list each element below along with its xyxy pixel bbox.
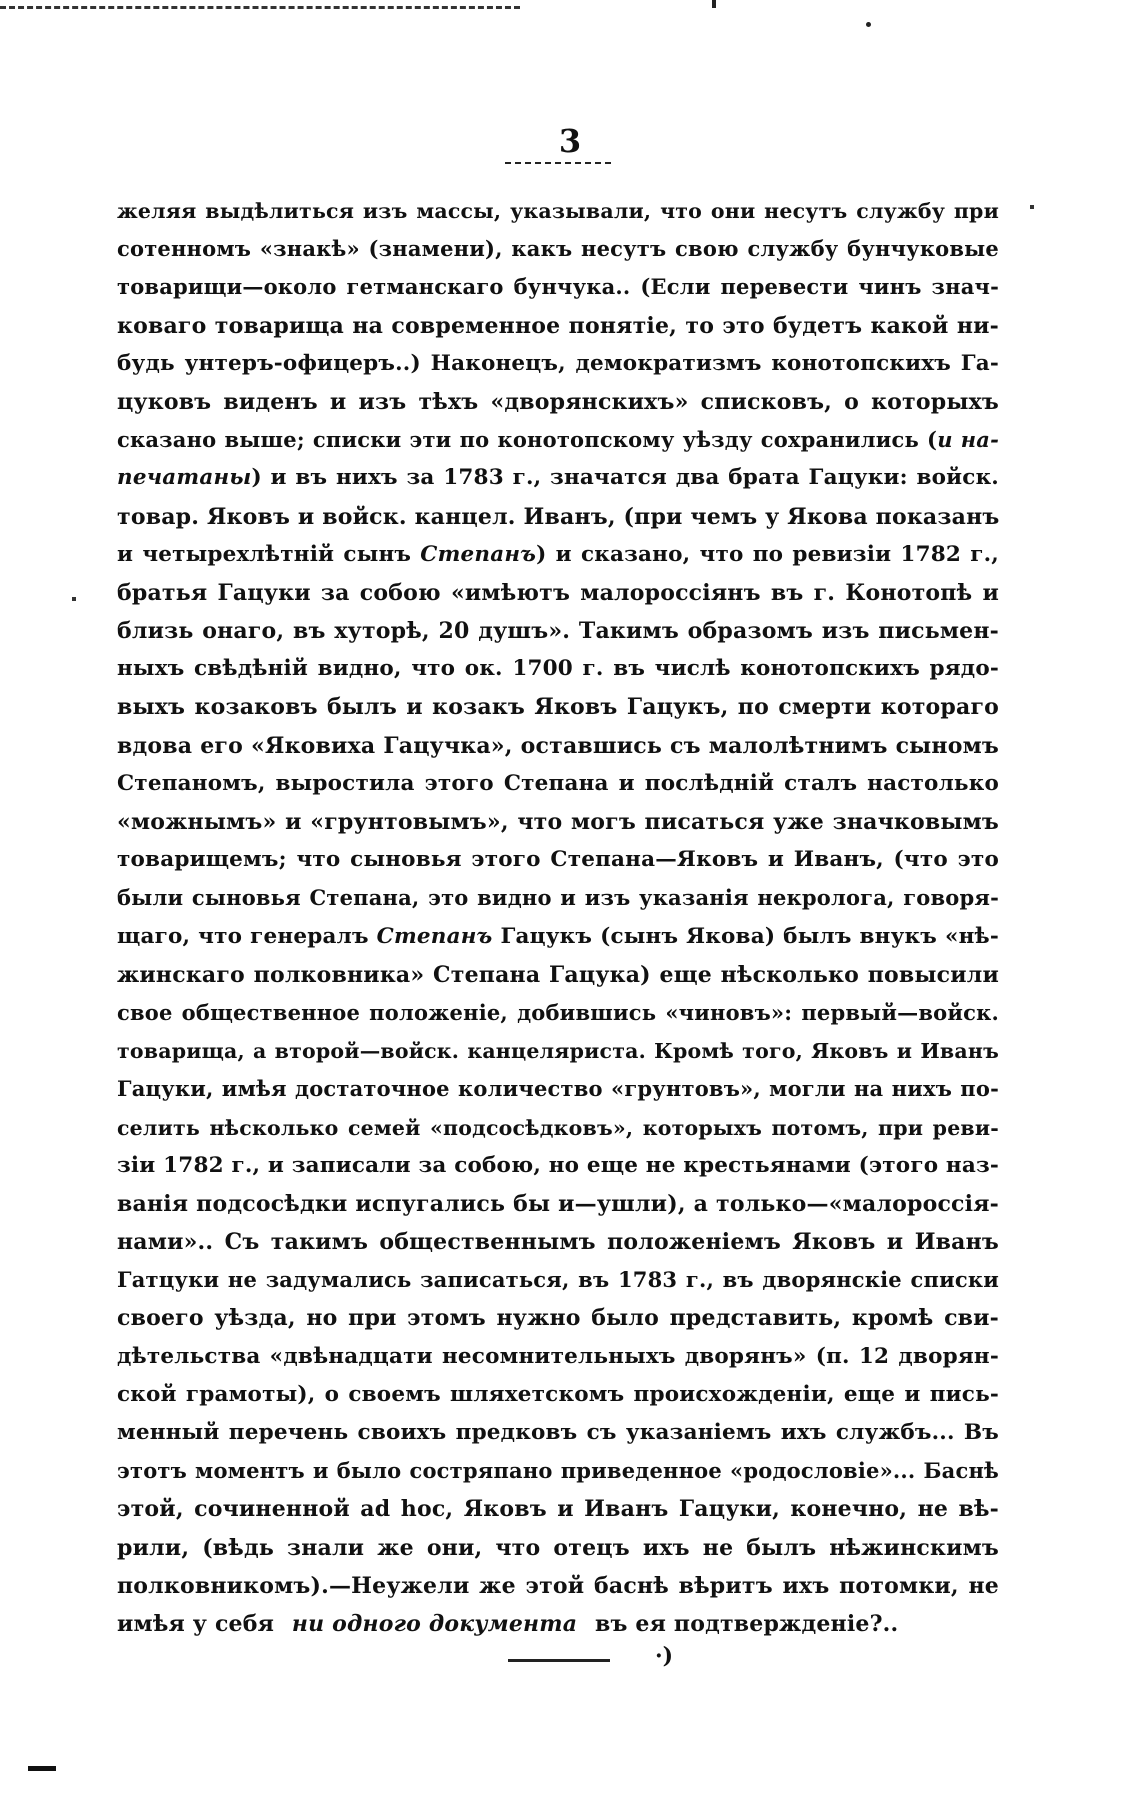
text-line [117, 1299, 999, 1337]
text-segment: дѣтельства «двѣнадцати несомнительныхъ дворянъ» (п. 12 дворян- [117, 1343, 999, 1369]
text-line [117, 650, 999, 688]
text-line [117, 956, 999, 994]
top-edge-dash [0, 6, 520, 9]
text-line [117, 345, 999, 383]
text-segment: желяя выдѣлиться изъ массы, указывали, что они несутъ службу при [117, 199, 999, 223]
text-line [117, 230, 999, 268]
text-segment: нами».. Съ такимъ общественнымъ положеніемъ Яковъ и Иванъ [117, 1229, 999, 1256]
text-line [117, 1338, 999, 1376]
text-segment: въ ея подтвержденіе?.. [587, 1610, 899, 1637]
text-line [117, 1032, 999, 1070]
text-segment: ныхъ свѣдѣній видно, что ок. 1700 г. въ числѣ конотопскихъ рядо- [117, 656, 999, 682]
text-line [117, 1490, 999, 1528]
italic-text: и на- [937, 427, 1000, 453]
end-rule [508, 1659, 610, 1662]
text-segment: товарища, а второй—войск. канцеляриста. Кромѣ того, Яковъ и Иванъ [117, 1039, 999, 1064]
text-line [117, 421, 999, 459]
text-line [117, 1567, 999, 1605]
text-line [117, 879, 999, 917]
text-segment: полковникомъ).—Неужели же этой баснѣ вѣритъ ихъ потомки, не [117, 1572, 999, 1599]
text-line [117, 765, 999, 803]
text-segment: своего уѣзда, но при этомъ нужно было представить, кромѣ сви- [117, 1305, 999, 1332]
page-number-rule [505, 162, 611, 164]
text-segment: товарищи—около гетманскаго бунчука.. (Если перевести чинъ знач- [117, 274, 999, 300]
top-edge-mark [712, 0, 716, 8]
italic-text: Степанъ [420, 541, 537, 567]
text-segment: селить нѣсколько семей «подсосѣдковъ», которыхъ потомъ, при реви- [117, 1115, 999, 1140]
text-line [117, 459, 999, 497]
text-line [117, 688, 999, 726]
text-line [117, 1529, 999, 1567]
text-segment: ) и сказано, что по ревизіи 1782 г., [536, 541, 999, 567]
text-segment: были сыновья Степана, это видно и изъ указанія некролога, говоря- [117, 885, 999, 911]
margin-speck [1030, 205, 1034, 209]
text-line [117, 1414, 999, 1452]
italic-text: Степанъ [376, 923, 493, 949]
end-mark: ·) [655, 1643, 674, 1669]
text-segment: будь унтеръ-офицеръ..) Наконецъ, демократизмъ конотопскихъ Га- [117, 350, 999, 376]
text-segment: Гацукъ (сынъ Якова) былъ внукъ «нѣ- [492, 923, 999, 949]
text-segment: этотъ моментъ и было состряпано приведенное «родословіе»... Баснѣ [117, 1458, 999, 1484]
text-segment: сказано выше; списки эти по конотопскому уѣзду сохранились ( [117, 427, 938, 453]
text-segment: зіи 1782 г., и записали за собою, но еще не крестьянами (этого наз- [117, 1152, 1000, 1178]
text-segment: жинскаго полковника» Степана Гацука) еще нѣсколько повысили [117, 961, 999, 988]
text-line [117, 727, 999, 765]
top-edge-dot [866, 22, 871, 27]
text-segment: свое общественное положеніе, добившись «чиновъ»: первый—войск. [117, 999, 999, 1025]
text-line [117, 536, 999, 574]
text-line [117, 1376, 999, 1414]
text-segment: братья Гацуки за собою «имѣютъ малороссіянъ въ г. Конотопѣ и [117, 579, 999, 606]
text-segment: «можнымъ» и «грунтовымъ», что могъ писаться уже значковымъ [117, 809, 999, 835]
page-number: 3 [558, 122, 582, 160]
text-line [117, 498, 999, 536]
text-line [117, 612, 999, 650]
text-segment: товарищемъ; что сыновья этого Степана—Яковъ и Иванъ, (что это [117, 847, 999, 873]
bottom-edge-mark [28, 1766, 56, 1771]
text-line [117, 1109, 999, 1147]
text-line [117, 574, 999, 612]
text-line [117, 994, 999, 1032]
text-line [117, 803, 999, 841]
body-text [117, 192, 999, 1643]
text-segment: вдова его «Яковиха Гацучка», оставшись съ малолѣтнимъ сыномъ [117, 732, 999, 759]
text-segment: этой, сочиненной ad hoc, Яковъ и Иванъ Гацуки, конечно, не вѣ- [117, 1496, 999, 1523]
text-segment: Гацуки, имѣя достаточное количество «грунтовъ», могли на нихъ по- [117, 1076, 999, 1102]
text-line [117, 1261, 999, 1299]
text-line [117, 1605, 999, 1643]
italic-text: ни одного документа [291, 1610, 578, 1637]
text-segment: ванія подсосѣдки испугались бы и—ушли), а только—«малороссія- [117, 1190, 999, 1217]
text-segment: ской грамоты), о своемъ шляхетскомъ происхожденіи, еще и пись- [117, 1381, 999, 1407]
italic-text: печатаны [117, 465, 252, 491]
text-line [117, 1070, 999, 1108]
text-segment: Гатцуки не задумались записаться, въ 1783 г., въ дворянскіе списки [117, 1267, 999, 1293]
text-segment: ) и въ нихъ за 1783 г., значатся два брата Гацуки: войск. [251, 465, 999, 491]
text-line [117, 1452, 999, 1490]
text-segment: менный перечень своихъ предковъ съ указаніемъ ихъ службъ... Въ [117, 1420, 999, 1445]
text-segment: цуковъ виденъ и изъ тѣхъ «дворянскихъ» списковъ, о которыхъ [117, 388, 999, 415]
text-line [117, 918, 999, 956]
text-line [117, 268, 999, 306]
text-segment: коваго товарища на современное понятіе, то это будетъ какой ни- [117, 312, 999, 339]
text-segment: близь онаго, въ хуторѣ, 20 душъ». Такимъ образомъ изъ письмен- [117, 618, 999, 645]
text-segment: имѣя у себя [117, 1610, 282, 1637]
text-segment: щаго, что генералъ [117, 923, 377, 949]
text-segment: сотенномъ «знакѣ» (знамени), какъ несутъ свою службу бунчуковые [117, 236, 999, 262]
text-line [117, 841, 999, 879]
text-segment: товар. Яковъ и войск. канцел. Иванъ, (при чемъ у Якова показанъ [117, 503, 1000, 530]
text-segment: рили, (вѣдь знали же они, что отецъ ихъ не былъ нѣжинскимъ [117, 1534, 999, 1561]
margin-speck [72, 597, 76, 601]
text-segment: Степаномъ, выростила этого Степана и послѣдній сталъ настолько [117, 770, 999, 796]
text-line [117, 383, 999, 421]
text-segment: и четырехлѣтній сынъ [117, 541, 421, 567]
text-line [117, 1185, 999, 1223]
text-line [117, 192, 999, 230]
text-line [117, 1223, 999, 1261]
text-segment: выхъ козаковъ былъ и козакъ Яковъ Гацукъ, по смерти котораго [117, 694, 999, 721]
text-line [117, 1147, 999, 1185]
text-line [117, 307, 999, 345]
